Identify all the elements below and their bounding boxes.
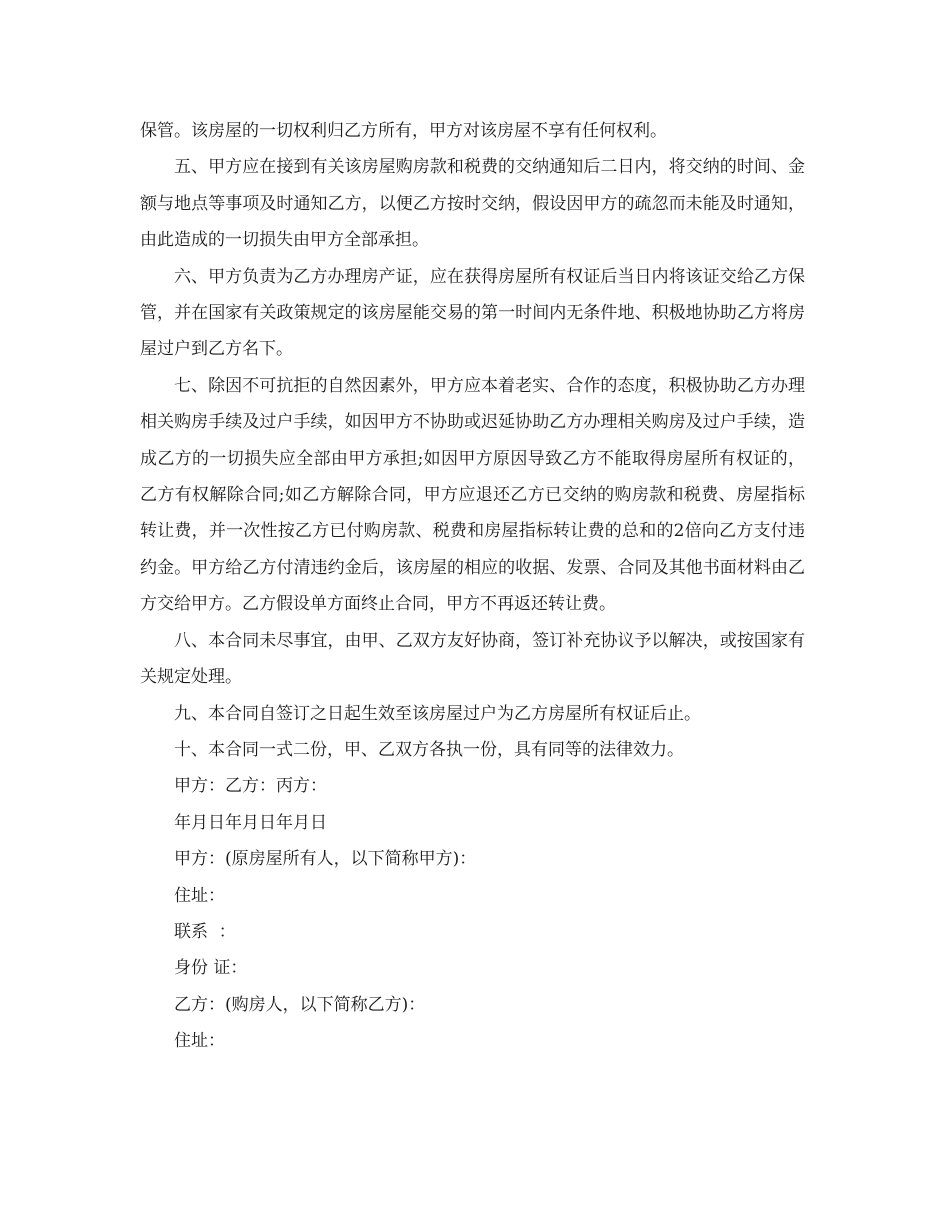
party-a-heading: 甲方：(原房屋所有人，以下简称甲方)： — [174, 849, 477, 870]
party-a-id-label: 身份 证： — [174, 958, 248, 979]
clause-8: 八、本合同未尽事宜，由甲、乙双方友好协商，签订补充协议予以解决，或按国家有关规定处理。 — [140, 630, 805, 688]
signature-dates-line: 年月日年月日年月日 — [174, 812, 327, 833]
party-b-heading: 乙方：(购房人，以下简称乙方)： — [174, 994, 426, 1015]
party-a-address-label: 住址： — [174, 885, 225, 906]
clause-9: 九、本合同自签订之日起生效至该房屋过户为乙方房屋所有权证后止。 — [174, 703, 701, 724]
party-a-contact-label: 联系 ： — [174, 921, 236, 942]
paragraph-continuation: 保管。该房屋的一切权利归乙方所有，甲方对该房屋不享有任何权利。 — [140, 121, 667, 141]
clause-7: 七、除因不可抗拒的自然因素外，甲方应本着老实、合作的态度，积极协助乙方办理相关购房手续及过户手续，如因甲方不协助或迟延协助乙方办理相关购房及过户手续，造成乙方的一切损失应全部由甲方承担;如因甲方原因导致乙方不能取得房屋所有权证的，乙方有权解除合同;如乙方解除合同，甲方应退还乙方已交纳的购房款和税费、房屋指标转让费，并一次性按乙方已付购房款、税费和房屋指标转让费的总和的2倍向乙方支付违约金。甲方给乙方付清违约金后，该房屋的相应的收据、发票、合同及其他书面材料由乙方交给甲方。乙方假设单方面终止合同，甲方不再返还转让费。 — [140, 375, 805, 615]
party-b-address-label: 住址： — [174, 1031, 225, 1052]
clause-5: 五、甲方应在接到有关该房屋购房款和税费的交纳通知后二日内，将交纳的时间、金额与地点等事项及时通知乙方，以便乙方按时交纳，假设因甲方的疏忽而未能及时通知，由此造成的一切损失由甲方全部承担。 — [140, 157, 805, 251]
signature-parties-line: 甲方：乙方：丙方： — [174, 776, 327, 797]
document-body — [140, 113, 805, 1060]
clause-10: 十、本合同一式二份，甲、乙双方各执一份，具有同等的法律效力。 — [174, 739, 684, 760]
clause-6: 六、甲方负责为乙方办理房产证，应在获得房屋所有权证后当日内将该证交给乙方保管，并在国家有关政策规定的该房屋能交易的第一时间内无条件地、积极地协助乙方将房屋过户到乙方名下。 — [140, 266, 805, 360]
